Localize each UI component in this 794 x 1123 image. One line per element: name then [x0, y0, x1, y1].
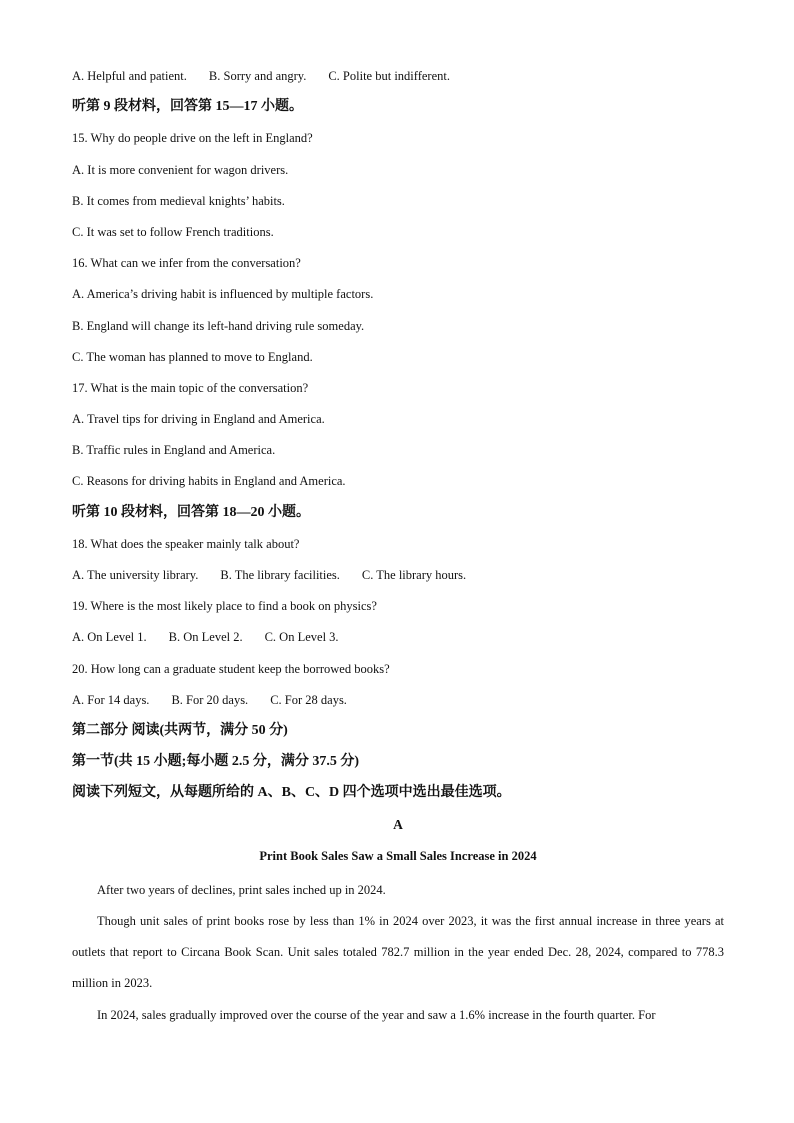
reading-instruction: 阅读下列短文，从每题所给的 A、B、C、D 四个选项中选出最佳选项。 — [72, 785, 511, 801]
question-15: 15. Why do people drive on the left in England? — [72, 131, 313, 146]
question-16: 16. What can we infer from the conversation? — [72, 256, 301, 271]
q19-option-b[interactable]: B. On Level 2. — [168, 630, 243, 645]
q16-option-b[interactable]: B. England will change its left-hand driving rule someday. — [72, 318, 365, 333]
exam-page — [72, 64, 724, 1031]
passage10-instruction: 听第 10 段材料，回答第 18—20 小题。 — [72, 504, 310, 520]
q17-option-b[interactable]: B. Traffic rules in England and America. — [72, 443, 276, 458]
article-paragraph-3: In 2024, sales gradually improved over the course of the year and saw a 1.6% increase in the fourth quarter. For — [97, 1007, 656, 1022]
q17-option-c[interactable]: C. Reasons for driving habits in England and America. — [72, 474, 346, 489]
article-paragraph-2: Though unit sales of print books rose by less than 1% in 2024 over 2023, it was the first annual increase in three years at outlets that report to Circana Book Scan. Unit sales totaled 782.7 million in the year ended Dec. 28, 2024, compared to 778.3 million in 2023. — [72, 914, 724, 991]
q15-option-a[interactable]: A. It is more convenient for wagon drivers. — [72, 162, 289, 177]
q16-option-a[interactable]: A. America’s driving habit is influenced by multiple factors. — [72, 287, 374, 302]
article-letter: A — [393, 816, 403, 832]
article-title: Print Book Sales Saw a Small Sales Increase in 2024 — [259, 848, 537, 863]
q18-options — [72, 563, 724, 594]
q18-option-a[interactable]: A. The university library. — [72, 568, 199, 582]
q18-option-c[interactable]: C. The library hours. — [361, 568, 467, 582]
q16-option-c[interactable]: C. The woman has planned to move to England. — [72, 349, 313, 364]
option-b[interactable]: B. Sorry and angry. — [208, 69, 307, 83]
section1-title: 第一节(共 15 小题;每小题 2.5 分，满分 37.5 分) — [72, 754, 359, 770]
article-paragraph-1: After two years of declines, print sales inched up in 2024. — [97, 882, 386, 897]
question-17: 17. What is the main topic of the conversation? — [72, 380, 309, 395]
part2-title: 第二部分 阅读(共两节，满分 50 分) — [72, 722, 288, 738]
q18-option-b[interactable]: B. The library facilities. — [220, 568, 340, 582]
q20-option-a[interactable]: A. For 14 days. — [72, 692, 150, 707]
question-19: 19. Where is the most likely place to find a book on physics? — [72, 599, 377, 614]
q17-option-a[interactable]: A. Travel tips for driving in England and America. — [72, 412, 325, 427]
passage9-instruction: 听第 9 段材料，回答第 15—17 小题。 — [72, 99, 303, 115]
option-a[interactable]: A. Helpful and patient. — [72, 69, 187, 83]
q19-options — [72, 625, 724, 656]
q20-option-b[interactable]: B. For 20 days. — [171, 692, 249, 707]
q14-options — [72, 64, 724, 95]
question-18: 18. What does the speaker mainly talk about? — [72, 536, 300, 551]
q19-option-c[interactable]: C. On Level 3. — [264, 630, 339, 645]
q15-option-c[interactable]: C. It was set to follow French traditions. — [72, 224, 274, 239]
question-20: 20. How long can a graduate student keep the borrowed books? — [72, 661, 390, 676]
option-c[interactable]: C. Polite but indifferent. — [328, 69, 450, 83]
q20-options — [72, 688, 724, 719]
q20-option-c[interactable]: C. For 28 days. — [270, 692, 347, 707]
q19-option-a[interactable]: A. On Level 1. — [72, 630, 147, 645]
q15-option-b[interactable]: B. It comes from medieval knights’ habits. — [72, 193, 285, 208]
